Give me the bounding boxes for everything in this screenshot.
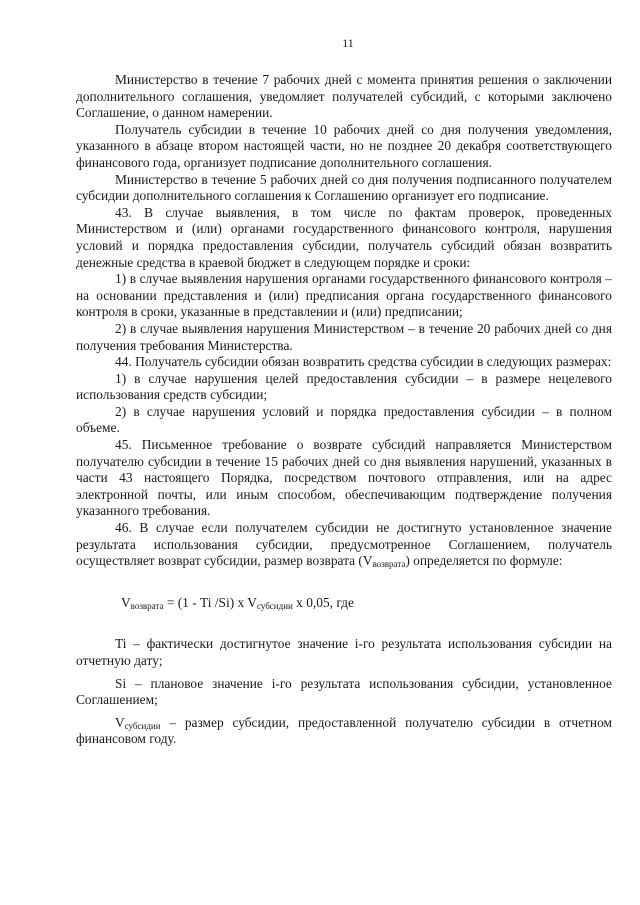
paragraph-46-subscript: возврата xyxy=(372,559,406,570)
paragraph-44-item-2: 2) в случае нарушения условий и порядка предоставления субсидии – в полном объеме. xyxy=(76,403,612,436)
paragraph-46 xyxy=(76,520,612,570)
formula-sub-subsidii: субсидии xyxy=(256,600,293,611)
paragraph-recipient-signing: Получатель субсидии в течение 10 рабочих дней со дня получения уведомления, указанного в абзаце втором настоящей части, но не позднее 20 декабря соответствующего финансового года, организует подписание дополнительного соглашения. xyxy=(76,121,612,170)
definition-vsub-subscript: субсидии xyxy=(124,720,161,731)
paragraph-43-item-1: 1) в случае выявления нарушения органами государственного финансового контроля – на основании представления и (или) предписания органа государственного финансового контроля в сроки, указанные в представлении и (или) предписании; xyxy=(76,271,612,320)
formula-sub-vozvrata: возврата xyxy=(130,600,164,611)
definition-si: Si – плановое значение i-го результата использования субсидии, установленное Соглашением; xyxy=(76,675,612,708)
paragraph-46-tail: ) определяется по формуле: xyxy=(405,553,563,569)
document-body xyxy=(76,72,612,748)
formula xyxy=(76,595,612,612)
paragraph-43: 43. В случае выявления, в том числе по фактам проверок, проведенных Министерством и (или) органами государственного финансового контроля, нарушения условий и порядка предоставления субсидии, получатель субсидий обязан возвратить денежные средства в краевой бюджет в следующем порядке и сроки: xyxy=(76,204,612,270)
page-number: 11 xyxy=(342,36,354,50)
definition-vsub-text: – размер субсидии, предоставленной получателю субсидии в отчетном финансовом году. xyxy=(76,714,612,747)
formula-v: V xyxy=(121,594,131,610)
paragraph-ministry-signing: Министерство в течение 5 рабочих дней со дня получения подписанного получателем субсидии дополнительного соглашения к Соглашению организует его подписание. xyxy=(76,171,612,204)
paragraph-46-text: 46. В случае если получателем субсидии не достигнуто установленное значение результата использования субсидии, предусмотренное Соглашением, получатель осуществляет возврат субсидии, размер возврата (V xyxy=(76,520,612,569)
paragraph-44: 44. Получатель субсидии обязан возвратить средства субсидии в следующих размерах: xyxy=(115,354,612,370)
formula-tail: x 0,05, где xyxy=(292,594,354,610)
definition-vsub-v: V xyxy=(115,714,125,730)
paragraph-44-item-1: 1) в случае нарушения целей предоставления субсидии – в размере нецелевого использования средств субсидии; xyxy=(76,370,612,403)
paragraph-43-item-2: 2) в случае выявления нарушения Министерством – в течение 20 рабочих дней со дня получения требования Министерства. xyxy=(76,320,612,353)
definition-vsubsidii xyxy=(76,715,612,748)
paragraph-45: 45. Письменное требование о возврате субсидий направляется Министерством получателю субсидии в течение 15 рабочих дней со дня выявления нарушений, указанных в части 43 настоящего Порядка, посредством почтового отправления, или на адрес электронной почты, или иным способом, обеспечивающим подтверждение получения указанного требования. xyxy=(76,437,612,519)
definition-ti: Ti – фактически достигнутое значение i-го результата использования субсидии на отчетную дату; xyxy=(76,636,612,668)
formula-middle: = (1 - Ti /Si) x V xyxy=(163,594,257,610)
paragraph-ministry-notice: Министерство в течение 7 рабочих дней с момента принятия решения о заключении дополнительного соглашения, уведомляет получателей субсидий, с которыми заключено Соглашение, о данном намерении. xyxy=(76,72,612,121)
